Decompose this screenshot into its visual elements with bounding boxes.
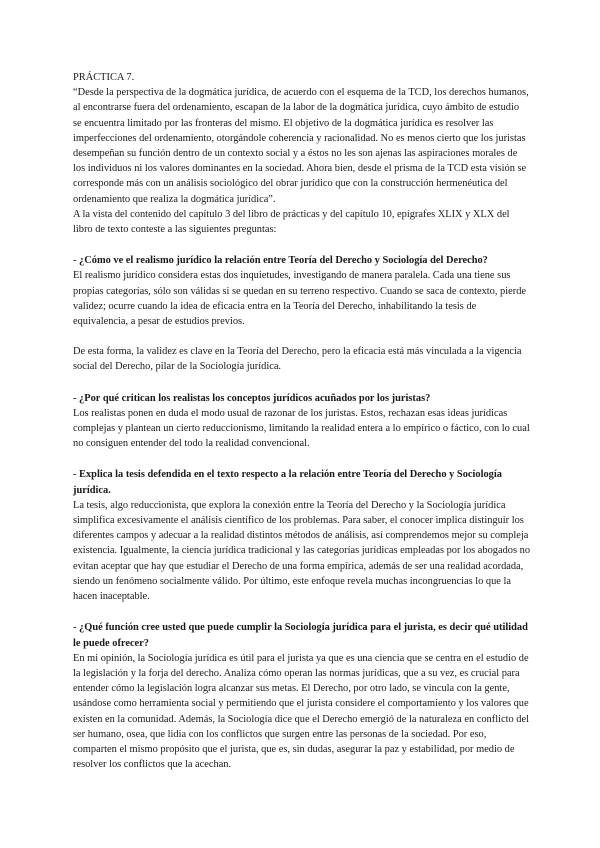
answer-1-paragraph-1: El realismo jurídico considera estas dos inquietudes, investigando de manera paralela. Cada una tiene sus propias categorías, sólo son válidas si se quedan en su terreno respectivo. Cuando se saca de contexto, pierde validez; ocurre cuando la idea de eficacia entra en la Teoría del Derecho, inhabilitando la tesis de equivalencia, a pesar de estudios previos. [73,270,527,328]
answer-2-paragraph-1: Los realistas ponen en duda el modo usual de razonar de los juristas. Estos, rechazan esas ideas jurídicas complejas y plantean un cierto reduccionismo, limitando la realidad entera a lo empírico o fáctico, con lo cual no consiguen entender del todo la realidad convencional. [73,407,530,450]
page-title: PRÁCTICA 7. [73,72,135,83]
answer-4-paragraph-1: En mi opinión, la Sociología jurídica es útil para el jurista ya que es una ciencia que se centra en el estudio de la legislación y la forja del derecho. Analiza cómo operan las normas jurídicas, que a su vez, es crucial para entender cómo la legislación logra alcanzar sus metas. El Derecho, por otro lado, se vincula con la gente, usándose como herramienta social y permitiendo que el jurista considere el comportamiento y los valores que existen en la comunidad. Además, la Sociología dice que el Derecho emergió de la naturaleza en conflicto del ser humano, osea, que lidia con los conflictos que surgen entre las personas de la sociedad. Por eso, comparten el mismo propósito que el jurista, que es, sin dudas, asegurar la paz y estabilidad, por medio de resolver los conflictos que la acechan. [73,652,529,771]
instructions: A la vista del contenido del capítulo 3 del libro de prácticas y del capítulo 10, epígrafes XLIX y XLX del libro de texto conteste a las siguientes preguntas: [73,208,510,236]
answer-3-paragraph-1: La tesis, algo reduccionista, que explora la conexión entre la Teoría del Derecho y la Sociología jurídica simplifica excesivamente el análisis científico de los problemas. Para saber, el conocer implica distinguir los diferentes campos y adecuar a la realidad distintos métodos de análisis, así comprendemos mejor su compleja existencia. Igualmente, la ciencia jurídica tradicional y las categorías jurídicas empleadas por los abogados no evitan aceptar que hay que estudiar el Derecho de una forma empírica, además de ser una realidad acordada, siendo un fenómeno socialmente válido. Por último, este enfoque revela muchas incongruencias lo que la hacen inaceptable. [73,499,531,603]
question-2: - ¿Por qué critican los realistas los conceptos jurídicos acuñados por los juristas? [73,392,431,404]
question-1: - ¿Cómo ve el realismo jurídico la relación entre Teoría del Derecho y Sociología del Derecho? [73,255,488,267]
answer-1-paragraph-2: De esta forma, la validez es clave en la Teoría del Derecho, pero la eficacia está más vinculada a la vigencia social del Derecho, pilar de la Sociología jurídica. [73,346,522,373]
question-4: - ¿Qué función cree usted que puede cumplir la Sociología jurídica para el jurista, es decir qué utilidad le puede ofrecer? [73,622,528,649]
quoted-passage: “Desde la perspectiva de la dogmática jurídica, de acuerdo con el esquema de la TCD, los derechos humanos, al encontrarse fuera del ordenamiento, escapan de la labor de la dogmática jurídica, cuyo ámbito de estudio se encuentra limitado por las fronteras del mismo. El objetivo de la dogmática jurídica es resolver las imperfecciones del ordenamiento, otorgándole coherencia y racionalidad. No es menos cierto que los juristas desempeñan su función dentro de un contexto social y a éstos no les son ajenas las aspiraciones morales de los individuos ni los valores dominantes en la sociedad. Ahora bien, desde el prisma de la TCD esta visión se corresponde más con un análisis sociológico del obrar jurídico que con la construcción hermenéutica del ordenamiento que realiza la dogmática jurídica”. [73,87,529,205]
question-3: - Explica la tesis defendida en el texto respecto a la relación entre Teoría del Derecho y Sociología jurídica. [73,469,502,496]
